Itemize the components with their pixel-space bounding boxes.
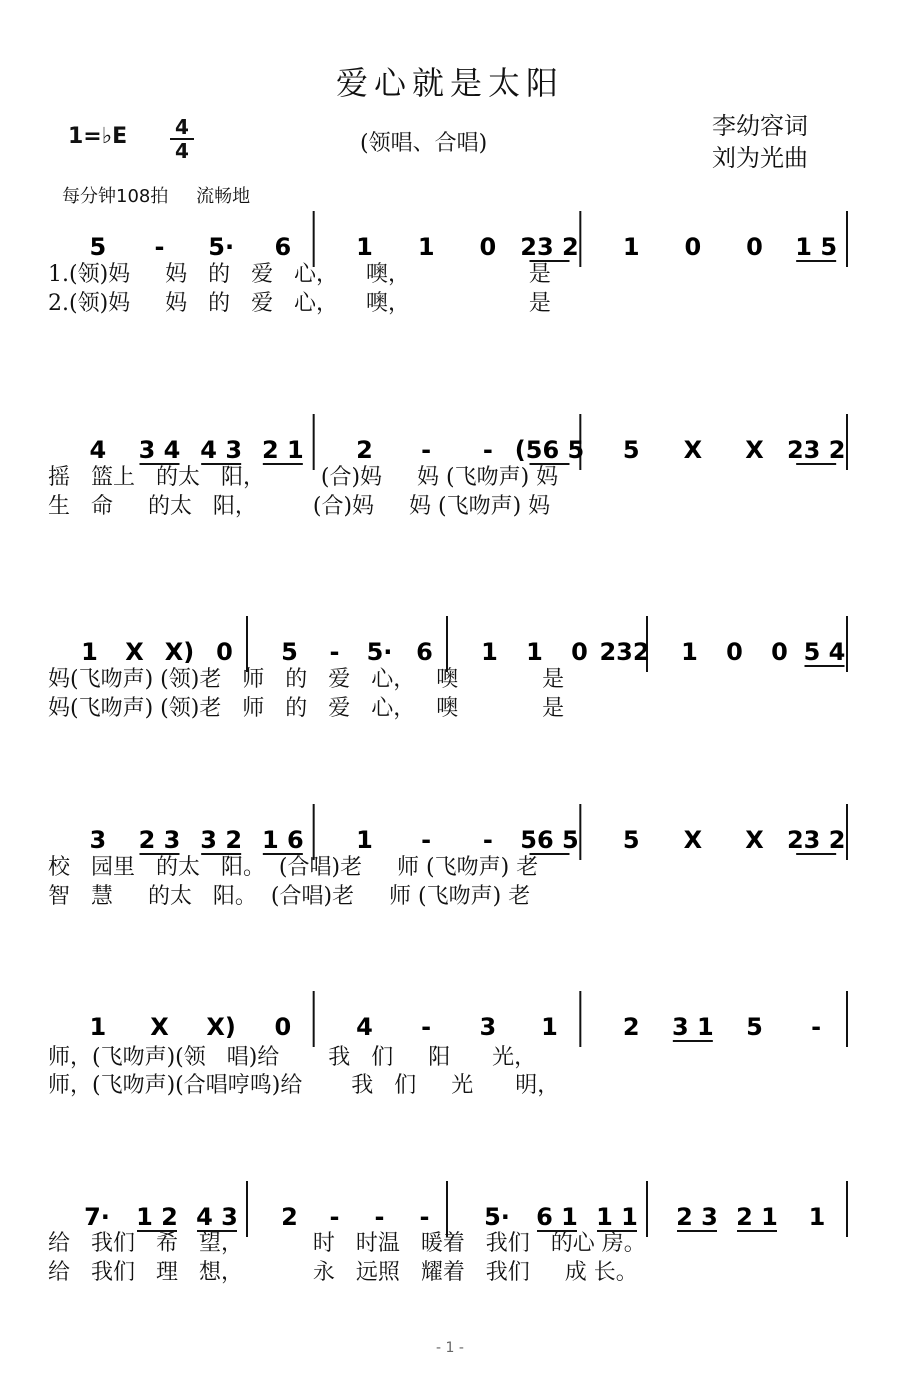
lyric-line: 校 园里 的太 阳。 (合唱)老 师 (飞吻声) 老 (48, 855, 539, 880)
note: 1 1 (596, 1203, 638, 1231)
note: - (811, 1013, 822, 1041)
lyric-line: 妈(飞吻声) (领)老 师 的 爱 心， 噢 是 (48, 696, 565, 721)
note: 4 3 (196, 1203, 238, 1231)
voice-parts: (领唱、合唱) (360, 131, 488, 156)
note: X (683, 826, 703, 854)
note: 3 (479, 1013, 497, 1041)
note: 1 (681, 638, 698, 666)
note: - (374, 1203, 385, 1231)
lyric-line: 智 慧 的太 阳。 (合唱)老 师 (飞吻声) 老 (48, 884, 531, 909)
lyric-line: 生 命 的太 阳， (合)妈 妈 (飞吻声) 妈 (48, 494, 551, 519)
note: 0 (274, 1013, 292, 1041)
note: 23 2 (520, 233, 579, 261)
note: 3 4 (138, 436, 181, 464)
note: 0 (726, 638, 743, 666)
lyric-line: 给 我们 理 想， 永 远照 耀着 我们 成 长。 (48, 1260, 638, 1285)
note: - (482, 826, 493, 854)
note: - (421, 436, 432, 464)
note: 5 (622, 826, 640, 854)
note: 3 (89, 826, 107, 854)
note: X (150, 1013, 169, 1041)
note: 2 3 (676, 1203, 718, 1231)
time-signature-bottom: 4 (175, 139, 189, 163)
note: 5 (89, 233, 107, 261)
note: (56 5 (514, 436, 585, 464)
song-title: 爱心就是太阳 (335, 64, 564, 102)
note: 5 4 (803, 638, 846, 666)
note: 232 (599, 638, 650, 666)
note: 0 (571, 638, 588, 666)
note: - (329, 638, 340, 666)
composer: 刘为光曲 (712, 144, 808, 172)
lyric-line: 2.(领)妈 妈 的 爱 心， 噢， 是 (48, 291, 551, 316)
note: 0 (771, 638, 788, 666)
note: 2 1 (736, 1203, 778, 1231)
note: 0 (216, 638, 233, 666)
note: 1 (526, 638, 543, 666)
note: - (329, 1203, 340, 1231)
note: 6 (274, 233, 292, 261)
note: 1 (622, 233, 640, 261)
note: X) (206, 1013, 236, 1041)
note: - (421, 1013, 432, 1041)
note: 5 (746, 1013, 763, 1041)
note: 23 2 (786, 436, 846, 464)
note: X (125, 638, 144, 666)
note: X (745, 826, 764, 854)
tempo-bpm: 每分钟108拍 (62, 186, 169, 207)
lyric-line: 1.(领)妈 妈 的 爱 心， 噢， 是 (48, 262, 551, 287)
key-signature: 1=♭E (68, 124, 128, 149)
time-signature-top: 4 (175, 115, 189, 139)
note: 5· (484, 1203, 510, 1231)
note: 2 (622, 1013, 640, 1041)
lyric-line: 摇 篮上 的太 阳， (合)妈 妈 (飞吻声) 妈 (48, 465, 559, 490)
note: 7· (84, 1203, 110, 1231)
note: 3 1 (671, 1013, 714, 1041)
note: 4 (356, 1013, 373, 1041)
lyric-line: 师，(飞吻声)(合唱哼鸣)给 我 们 光 明， (48, 1073, 560, 1098)
note: 2 1 (261, 436, 304, 464)
lyricist: 李幼容词 (712, 112, 808, 140)
note: - (421, 826, 432, 854)
note: 56 5 (520, 826, 579, 854)
note: 5· (366, 638, 393, 666)
note: 3 2 (200, 826, 243, 854)
note: - (154, 233, 165, 261)
note: 1 (356, 233, 373, 261)
note: - (482, 436, 493, 464)
lyric-line: 妈(飞吻声) (领)老 师 的 爱 心， 噢 是 (48, 667, 565, 692)
note: 5 (622, 436, 640, 464)
note: 1 (417, 233, 435, 261)
note: 1 (808, 1203, 826, 1231)
expression-mark: 流畅地 (196, 186, 251, 207)
note: X (745, 436, 764, 464)
note: X (683, 436, 703, 464)
note: 1 (481, 638, 498, 666)
note: 4 (89, 436, 107, 464)
note: 2 (281, 1203, 298, 1231)
note: 0 (684, 233, 702, 261)
note: 1 6 (261, 826, 304, 854)
lyric-line: 给 我们 希 望， 时 时温 暖着 我们 的心 房。 (48, 1231, 646, 1256)
note: 1 2 (136, 1203, 178, 1231)
note: X) (164, 638, 195, 666)
note: 0 (479, 233, 497, 261)
note: - (419, 1203, 430, 1231)
note: 2 3 (138, 826, 181, 854)
note: 6 1 (536, 1203, 578, 1231)
note: 23 2 (786, 826, 846, 854)
note: 1 (356, 826, 373, 854)
note: 6 (416, 638, 433, 666)
note: 1 5 (795, 233, 838, 261)
lyric-line: 师，(飞吻声)(领 唱)给 我 们 阳 光， (48, 1045, 537, 1070)
note: 1 (541, 1013, 558, 1041)
note: 1 (81, 638, 98, 666)
note: 0 (746, 233, 763, 261)
note: 4 3 (200, 436, 243, 464)
page-number: - 1 - (436, 1340, 464, 1356)
note: 1 (89, 1013, 107, 1041)
note: 5· (208, 233, 235, 261)
note: 2 (356, 436, 373, 464)
note: 5 (281, 638, 298, 666)
